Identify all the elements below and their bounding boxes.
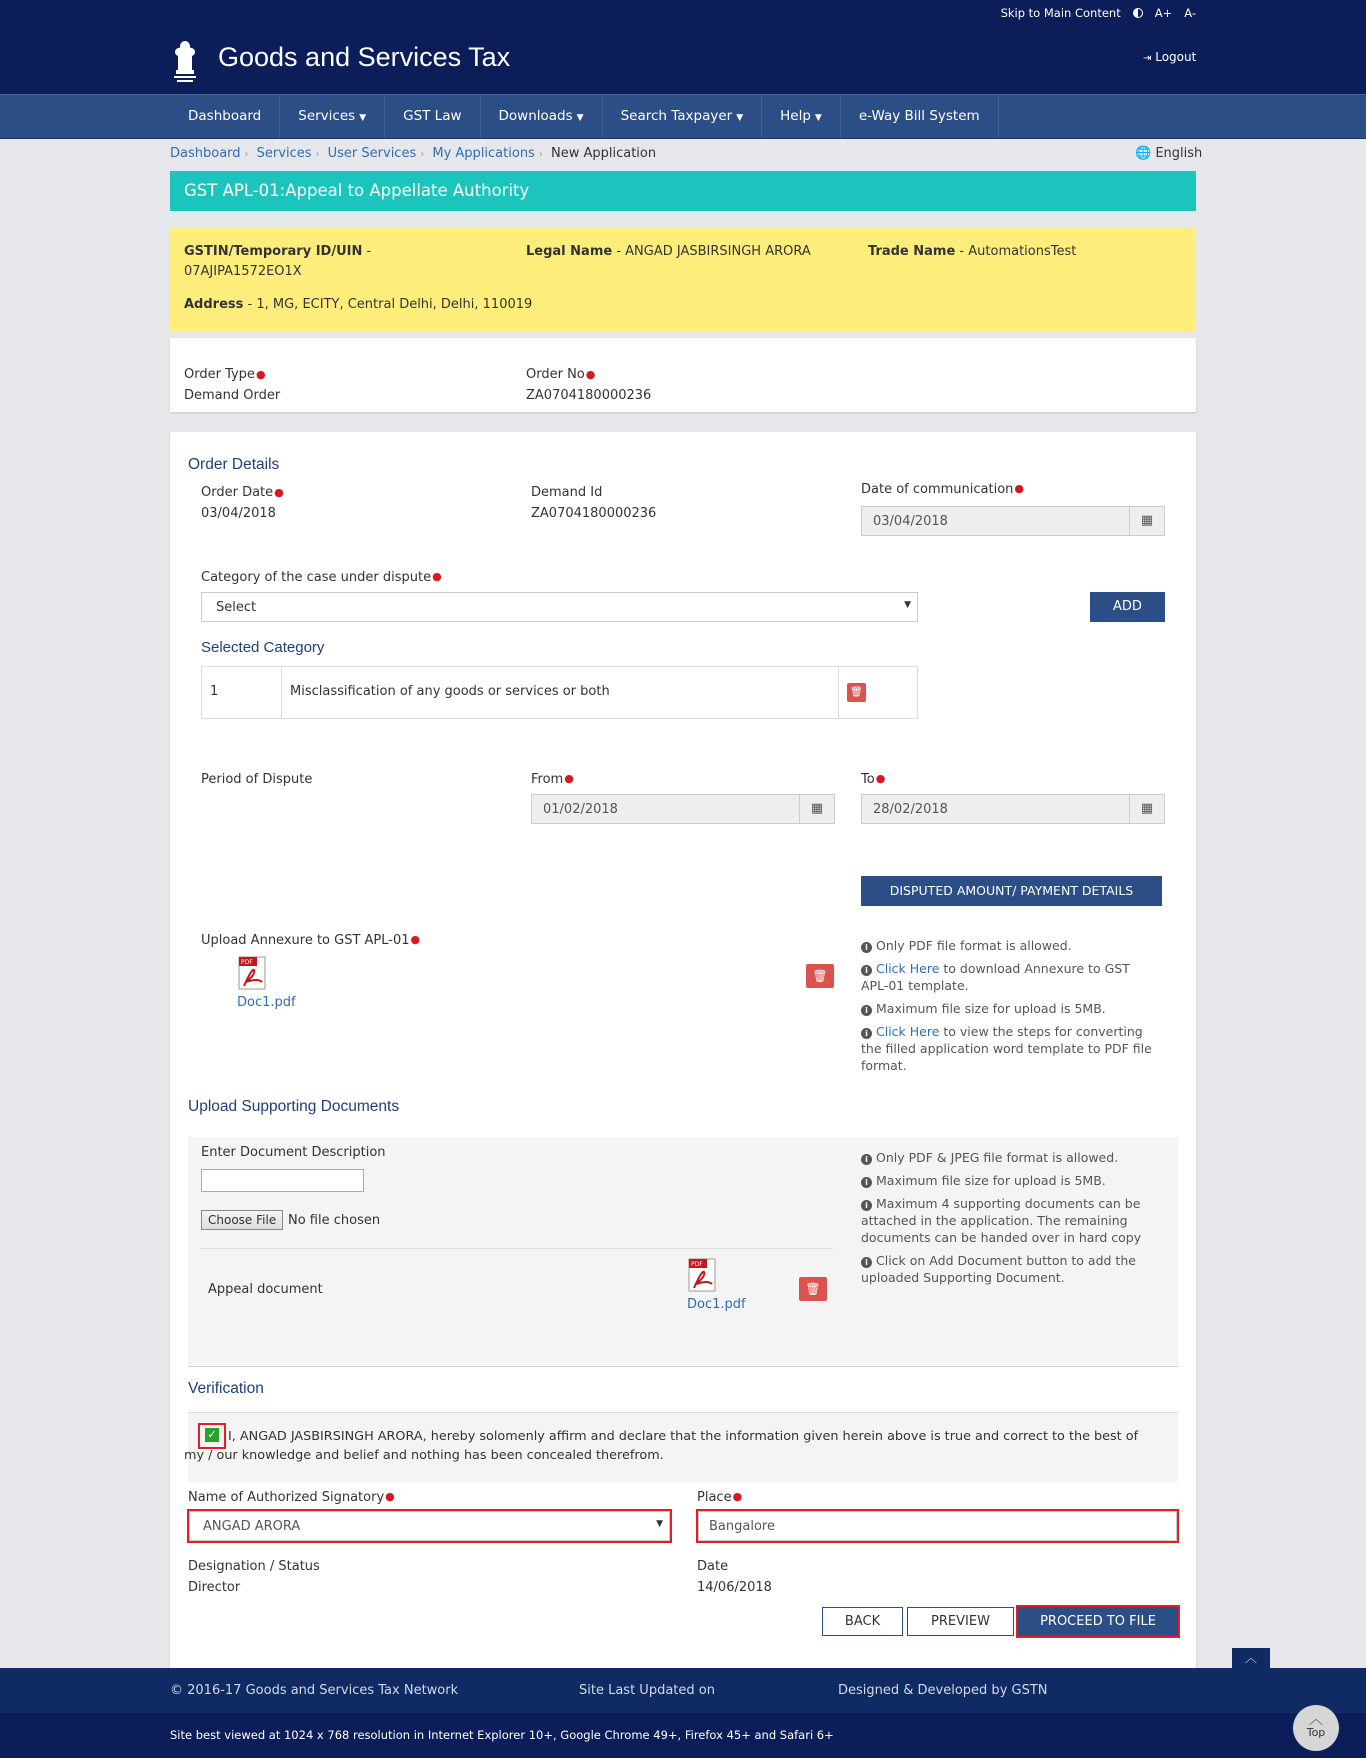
delete-category-button[interactable] <box>847 683 866 702</box>
category-select[interactable] <box>201 592 918 622</box>
info-text: Maximum file size for upload is 5MB. <box>876 1001 1106 1016</box>
breadcrumb-user-services[interactable]: User Services <box>327 146 417 161</box>
logout-label: Logout <box>1155 50 1197 64</box>
site-title: Goods and Services Tax <box>218 42 511 72</box>
breadcrumb-separator: › <box>315 149 320 160</box>
nav-help[interactable] <box>762 95 841 138</box>
breadcrumb-my-applications[interactable]: My Applications <box>432 146 535 161</box>
supporting-info <box>861 1149 1161 1286</box>
proceed-to-file-button[interactable]: PROCEED TO FILE <box>1018 1607 1178 1636</box>
caret-down-icon: ▼ <box>576 113 584 123</box>
info-text: to view the steps for converting the filled application word template to PDF file format. <box>861 1024 1152 1073</box>
annexure-file-link[interactable]: Doc1.pdf <box>237 995 296 1010</box>
address-label: Address <box>184 297 244 312</box>
font-decrease-label: A- <box>1184 6 1196 20</box>
delete-supporting-doc-button[interactable] <box>799 1277 827 1301</box>
scroll-up-button[interactable] <box>1232 1648 1270 1668</box>
divider <box>201 1248 833 1249</box>
language-selector[interactable] <box>1135 146 1202 161</box>
checkmark-icon: ✓ <box>205 1428 219 1442</box>
required-marker: ● <box>385 1490 395 1503</box>
breadcrumb-separator: › <box>420 149 425 160</box>
place-input[interactable]: Bangalore <box>698 1511 1177 1541</box>
breadcrumb-separator: › <box>538 149 543 160</box>
globe-icon: 🌐 <box>1135 146 1152 161</box>
order-type-label: Order Type <box>184 367 255 382</box>
info-icon: i <box>861 1154 872 1165</box>
date-value: 14/06/2018 <box>697 1580 772 1595</box>
nav-search-taxpayer[interactable] <box>603 95 763 138</box>
caret-down-icon: ▼ <box>736 113 744 123</box>
category-select-value: Select <box>216 600 257 615</box>
divider <box>188 1366 1178 1367</box>
language-label: English <box>1155 146 1203 161</box>
calendar-icon[interactable]: ▦ <box>799 794 835 824</box>
best-view-text: Site best viewed at 1024 x 768 resolution in Internet Explorer 10+, Google Chrome 49+, Firefox 45+ and Safari 6+ <box>170 1728 834 1742</box>
table-cell: Misclassification of any goods or services or both <box>282 667 839 718</box>
designation-label: Designation / Status <box>188 1559 320 1574</box>
breadcrumb-services[interactable]: Services <box>256 146 312 161</box>
calendar-icon[interactable]: ▦ <box>1129 794 1165 824</box>
required-marker: ● <box>875 772 886 785</box>
breadcrumb-dashboard[interactable]: Dashboard <box>170 146 241 161</box>
conversion-steps-link[interactable]: Click Here <box>876 1024 940 1039</box>
demand-id-value: ZA0704180000236 <box>531 506 657 521</box>
svg-text:PDF: PDF <box>241 959 253 966</box>
nav-label: Search Taxpayer <box>620 108 733 124</box>
info-text: Only PDF & JPEG file format is allowed. <box>876 1150 1119 1165</box>
required-marker: ● <box>432 570 442 583</box>
date-label: Date <box>697 1559 729 1574</box>
table-cell: 1 <box>202 667 282 718</box>
national-emblem-icon <box>168 34 202 86</box>
to-date-input[interactable]: 28/02/2018 <box>861 794 1130 824</box>
trash-icon: 🗑 <box>812 969 828 983</box>
trade-name-value: AutomationsTest <box>968 244 1077 259</box>
communication-date-input[interactable]: 03/04/2018 <box>861 506 1130 536</box>
info-icon: i <box>861 1200 872 1211</box>
selected-category-heading: Selected Category <box>201 639 325 656</box>
required-marker: ● <box>410 933 421 946</box>
info-text: to download Annexure to GST APL-01 template. <box>861 961 1130 993</box>
footer-top <box>0 1668 1366 1713</box>
supporting-documents-panel <box>188 1137 1178 1365</box>
annexure-label: Upload Annexure to GST APL-01 <box>201 933 410 948</box>
preview-button[interactable]: PREVIEW <box>907 1607 1014 1636</box>
choose-file-button[interactable]: Choose File <box>201 1210 283 1230</box>
trash-icon: 🗑 <box>805 1282 821 1296</box>
designation-value: Director <box>188 1580 241 1595</box>
chevron-up-icon: ︿ <box>1309 1712 1323 1728</box>
copyright-text: © 2016-17 Goods and Services Tax Network <box>170 1683 459 1698</box>
info-icon: i <box>861 1005 872 1016</box>
font-increase-button[interactable] <box>1155 6 1173 20</box>
selected-category-table <box>201 666 918 719</box>
nav-label: Dashboard <box>188 108 262 124</box>
order-details-heading: Order Details <box>188 456 280 473</box>
back-button[interactable]: BACK <box>822 1607 903 1636</box>
footer-bottom <box>0 1713 1366 1758</box>
address-value: 1, MG, ECITY, Central Delhi, Delhi, 110019 <box>256 297 533 312</box>
order-date-label: Order Date <box>201 485 274 500</box>
top-strip <box>0 0 1366 26</box>
trade-name-label: Trade Name <box>868 244 956 259</box>
appeal-document-name: Appeal document <box>208 1282 323 1297</box>
caret-down-icon: ▼ <box>359 113 367 123</box>
nav-label: Downloads <box>498 108 573 124</box>
nav-gst-law[interactable] <box>385 95 480 138</box>
period-of-dispute-label: Period of Dispute <box>201 772 313 787</box>
declaration-text <box>184 1427 1166 1465</box>
pdf-icon <box>238 956 266 990</box>
breadcrumb <box>170 146 656 161</box>
document-description-input[interactable] <box>201 1169 364 1192</box>
font-decrease-button[interactable] <box>1184 6 1196 20</box>
required-marker: ● <box>255 368 266 381</box>
required-marker: ● <box>585 368 596 381</box>
order-no-value: ZA0704180000236 <box>526 388 652 403</box>
demand-id-label: Demand Id <box>531 485 603 500</box>
chevron-down-icon: ▼ <box>656 1519 663 1529</box>
order-type-value: Demand Order <box>184 388 281 403</box>
pdf-icon <box>688 1258 716 1292</box>
signatory-label: Name of Authorized Signatory <box>188 1490 385 1505</box>
legal-name-label: Legal Name <box>526 244 613 259</box>
annexure-info <box>861 937 1161 1074</box>
site-updated-text: Site Last Updated on <box>579 1683 715 1698</box>
accessibility-links <box>1001 6 1196 20</box>
info-icon: i <box>861 942 872 953</box>
designed-by-text: Designed & Developed by GSTN <box>838 1683 1048 1698</box>
order-no-label: Order No <box>526 367 585 382</box>
nav-eway-bill[interactable] <box>841 95 999 138</box>
site-header <box>0 26 1366 94</box>
nav-label: Help <box>780 108 811 124</box>
gstin-value: 07AJIPA1572EO1X <box>184 264 302 279</box>
info-text: Maximum file size for upload is 5MB. <box>876 1173 1106 1188</box>
verification-panel <box>184 1412 1178 1482</box>
taxpayer-info-box: GSTIN/Temporary ID/UIN - 07AJIPA1572EO1X Legal Name - ANGAD JASBIRSINGH ARORA Trade Name - AutomationsTest Address - 1, MG, ECITY, Central Delhi, Delhi, 110019 <box>170 228 1196 332</box>
svg-text:PDF: PDF <box>691 1261 703 1268</box>
communication-date-label: Date of communication <box>861 482 1014 497</box>
main-form-card <box>170 432 1196 1668</box>
nav-label: GST Law <box>403 108 462 124</box>
add-category-button[interactable]: ADD <box>1090 592 1165 622</box>
from-date-input[interactable]: 01/02/2018 <box>531 794 800 824</box>
from-label: From <box>531 772 564 787</box>
category-label: Category of the case under dispute <box>201 570 432 585</box>
supporting-documents-heading: Upload Supporting Documents <box>188 1098 400 1115</box>
appeal-document-file-link[interactable]: Doc1.pdf <box>687 1297 746 1312</box>
signatory-value: ANGAD ARORA <box>203 1519 301 1534</box>
chevron-down-icon: ▼ <box>904 600 911 610</box>
caret-down-icon: ▼ <box>814 113 822 123</box>
download-template-link[interactable]: Click Here <box>876 961 940 976</box>
nav-dashboard[interactable] <box>170 95 280 138</box>
info-icon: i <box>861 1028 872 1039</box>
no-file-chosen-text: No file chosen <box>288 1213 381 1228</box>
logout-link[interactable] <box>1143 50 1196 64</box>
nav-label: Services <box>298 108 356 124</box>
main-nav <box>0 94 1366 139</box>
trash-icon: 🗑 <box>850 687 863 698</box>
required-marker: ● <box>274 486 284 499</box>
page-title: GST APL-01:Appeal to Appellate Authority <box>170 171 1196 211</box>
document-description-label: Enter Document Description <box>201 1145 386 1160</box>
verification-heading: Verification <box>188 1380 264 1397</box>
nav-services[interactable] <box>280 95 385 138</box>
chevron-up-icon: ︿ <box>1244 1651 1257 1665</box>
info-text: Maximum 4 supporting documents can be attached in the application. The remaining documents can be handed over in hard copy <box>861 1196 1142 1245</box>
nav-label: e-Way Bill System <box>858 108 980 124</box>
back-to-top-button[interactable] <box>1293 1705 1339 1751</box>
order-date-value: 03/04/2018 <box>201 506 276 521</box>
required-marker: ● <box>732 1490 743 1503</box>
gstin-label: GSTIN/Temporary ID/UIN <box>184 244 363 259</box>
contrast-icon[interactable] <box>1133 8 1143 18</box>
info-icon: i <box>861 1177 872 1188</box>
font-increase-label: A+ <box>1154 6 1173 20</box>
declaration-line-2: my / our knowledge and belief and nothing has been concealed therefrom. <box>184 1448 664 1463</box>
required-marker: ● <box>1014 482 1025 495</box>
legal-name-value: ANGAD JASBIRSINGH ARORA <box>625 244 811 259</box>
logout-icon: ⇥ <box>1143 53 1152 64</box>
order-info-card <box>170 338 1196 412</box>
skip-to-main-link[interactable]: Skip to Main Content <box>1000 6 1121 20</box>
to-label: To <box>861 772 875 787</box>
required-marker: ● <box>564 772 574 785</box>
place-label: Place <box>697 1490 732 1505</box>
breadcrumb-separator: › <box>244 149 249 160</box>
back-to-top-label: Top <box>1306 1726 1326 1739</box>
disputed-amount-button[interactable]: DISPUTED AMOUNT/ PAYMENT DETAILS <box>861 876 1162 906</box>
info-text: Only PDF file format is allowed. <box>876 938 1072 953</box>
info-icon: i <box>861 1257 872 1268</box>
breadcrumb-current: New Application <box>550 146 657 161</box>
signatory-select[interactable] <box>189 1511 670 1541</box>
nav-downloads[interactable] <box>481 95 603 138</box>
info-icon: i <box>861 965 872 976</box>
declaration-line-1: I, ANGAD JASBIRSINGH ARORA, hereby solomenly affirm and declare that the information given herein above is true and correct to the best of <box>228 1429 1139 1444</box>
delete-annexure-button[interactable] <box>806 964 834 988</box>
calendar-icon[interactable]: ▦ <box>1129 506 1165 536</box>
info-text: Click on Add Document button to add the uploaded Supporting Document. <box>861 1253 1136 1285</box>
